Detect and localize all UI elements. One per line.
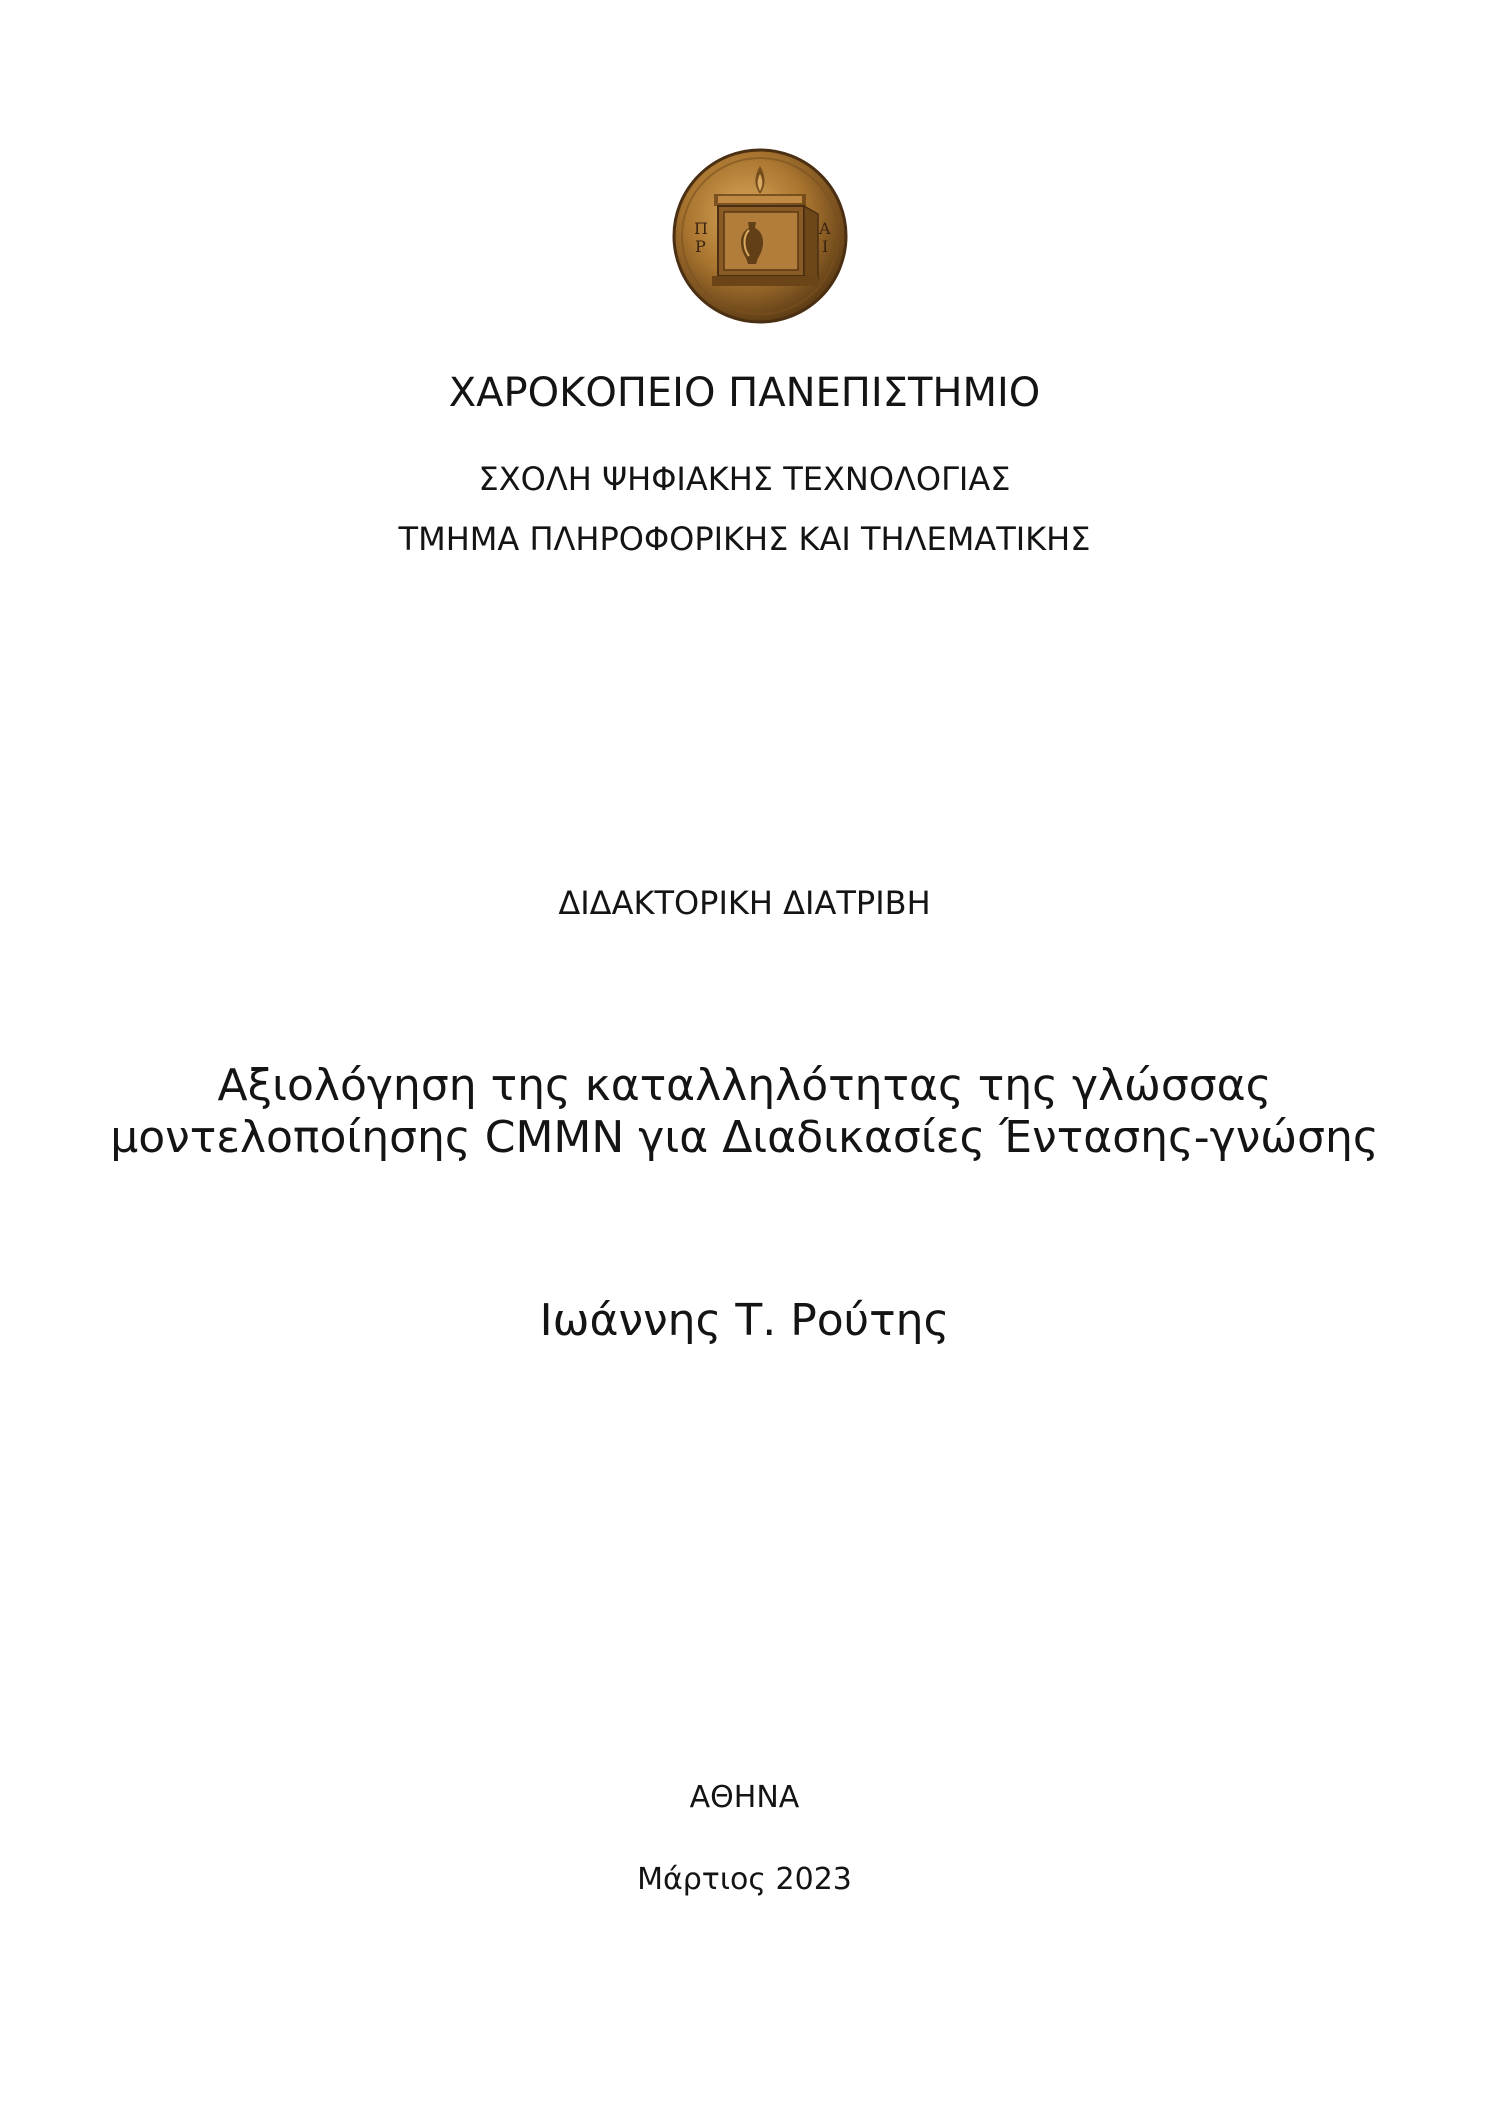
thesis-title-line-1: Αξιολόγηση της καταλληλότητας της γλώσσας xyxy=(217,1060,1272,1111)
university-seal-icon xyxy=(672,148,848,324)
department-name: ΤΜΗΜΑ ΠΛΗΡΟΦΟΡΙΚΗΣ ΚΑΙ ΤΗΛΕΜΑΤΙΚΗΣ xyxy=(398,520,1091,558)
svg-text:Ι: Ι xyxy=(822,237,829,256)
date: Μάρτιος 2023 xyxy=(637,1862,852,1897)
svg-text:Ρ: Ρ xyxy=(695,237,706,256)
svg-text:Α: Α xyxy=(819,219,831,238)
svg-text:Π: Π xyxy=(694,219,708,238)
university-name: ΧΑΡΟΚΟΠΕΙΟ ΠΑΝΕΠΙΣΤΗΜΙΟ xyxy=(448,370,1041,416)
document-type: ΔΙΔΑΚΤΟΡΙΚΗ ΔΙΑΤΡΙΒΗ xyxy=(558,884,931,922)
city: ΑΘΗΝΑ xyxy=(689,1780,800,1815)
author-name: Ιωάννης Τ. Ρούτης xyxy=(539,1295,950,1346)
thesis-title-line-2: μοντελοποίησης CMMN για Διαδικασίες Έντασης-γνώσης xyxy=(110,1112,1379,1163)
school-name: ΣΧΟΛΗ ΨΗΦΙΑΚΗΣ ΤΕΧΝΟΛΟΓΙΑΣ xyxy=(478,460,1011,498)
